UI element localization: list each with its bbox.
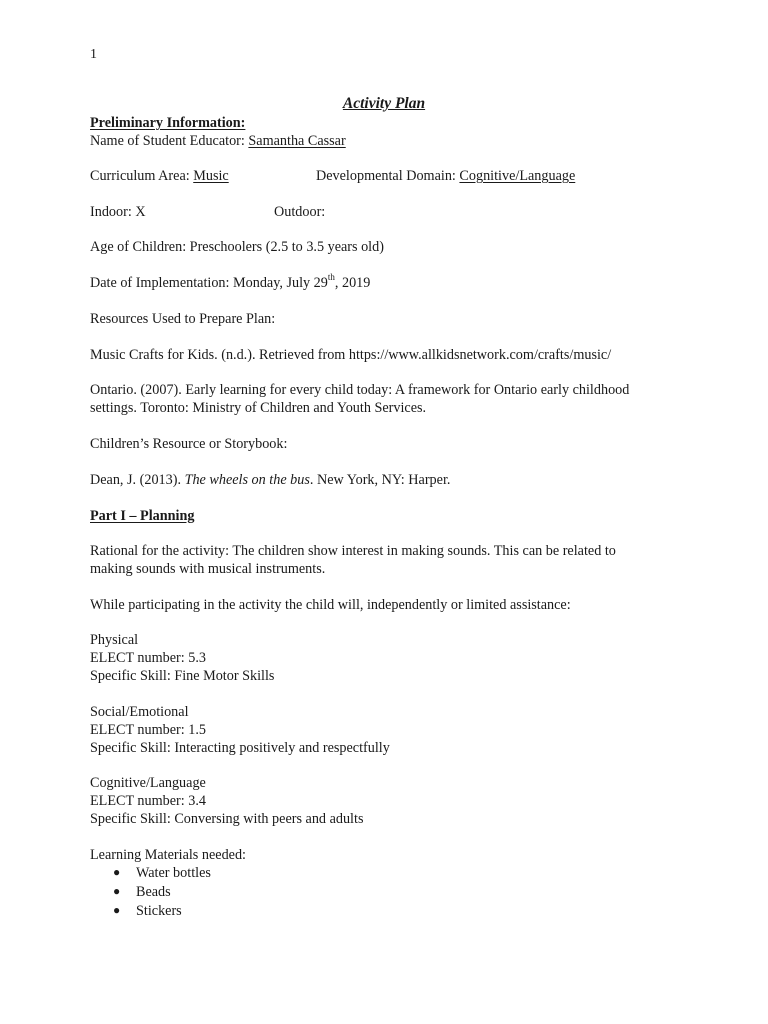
physical-domain: Physical	[90, 632, 139, 648]
date-superscript: th	[327, 272, 335, 283]
physical-skill: Specific Skill: Fine Motor Skills	[90, 668, 275, 684]
domain-value: Cognitive/Language	[459, 168, 576, 184]
bullet-icon: ●	[113, 865, 121, 879]
bullet-icon: ●	[113, 884, 121, 898]
resources-label: Resources Used to Prepare Plan:	[90, 311, 276, 327]
part1-heading: Part I – Planning	[90, 508, 195, 524]
educator-label: Name of Student Educator:	[90, 133, 249, 149]
physical-elect: ELECT number: 5.3	[90, 650, 206, 666]
educator-line	[90, 132, 346, 150]
reference-dean-prefix: Dean, J. (2013).	[90, 472, 185, 488]
list-item: Stickers	[136, 903, 182, 919]
educator-value: Samantha Cassar	[248, 133, 346, 149]
cognitive-skill: Specific Skill: Conversing with peers and adults	[90, 811, 364, 827]
page-title: Activity Plan	[342, 95, 426, 112]
reference-dean	[90, 471, 450, 489]
curriculum-label: Curriculum Area:	[90, 168, 194, 184]
materials-label: Learning Materials needed:	[90, 847, 246, 863]
participating-text: While participating in the activity the child will, independently or limited assistance:	[90, 597, 571, 613]
reference-dean-title: The wheels on the bus	[184, 472, 310, 488]
rational-line1: Rational for the activity: The children show interest in making sounds. This can be related to	[90, 543, 616, 559]
cognitive-elect: ELECT number: 3.4	[90, 793, 206, 809]
curriculum-value: Music	[193, 168, 229, 184]
date-prefix: Date of Implementation: Monday, July 29	[90, 275, 328, 291]
rational-line2: making sounds with musical instruments.	[90, 561, 326, 577]
reference-music-crafts: Music Crafts for Kids. (n.d.). Retrieved from https://www.allkidsnetwork.com/crafts/music/	[90, 347, 612, 363]
date-line	[90, 274, 370, 292]
age-text: Age of Children: Preschoolers (2.5 to 3.5 years old)	[90, 239, 384, 255]
list-item: Water bottles	[136, 865, 211, 881]
reference-ontario-line1: Ontario. (2007). Early learning for every child today: A framework for Ontario early childhood	[90, 382, 630, 398]
date-suffix: , 2019	[334, 275, 371, 291]
list-item: Beads	[136, 884, 171, 900]
curriculum-line	[90, 167, 229, 185]
social-domain: Social/Emotional	[90, 704, 189, 720]
reference-ontario-line2: settings. Toronto: Ministry of Children and Youth Services.	[90, 400, 427, 416]
reference-dean-suffix: . New York, NY: Harper.	[309, 472, 451, 488]
page-number: 1	[90, 47, 97, 62]
outdoor-text: Outdoor:	[274, 204, 326, 220]
indoor-text: Indoor: X	[90, 204, 146, 220]
bullet-icon: ●	[113, 903, 121, 917]
storybook-label: Children’s Resource or Storybook:	[90, 436, 288, 452]
cognitive-domain: Cognitive/Language	[90, 775, 206, 791]
social-elect: ELECT number: 1.5	[90, 722, 206, 738]
social-skill: Specific Skill: Interacting positively and respectfully	[90, 740, 390, 756]
domain-line	[316, 167, 575, 185]
domain-label: Developmental Domain:	[316, 168, 460, 184]
preliminary-heading: Preliminary Information:	[90, 115, 246, 131]
